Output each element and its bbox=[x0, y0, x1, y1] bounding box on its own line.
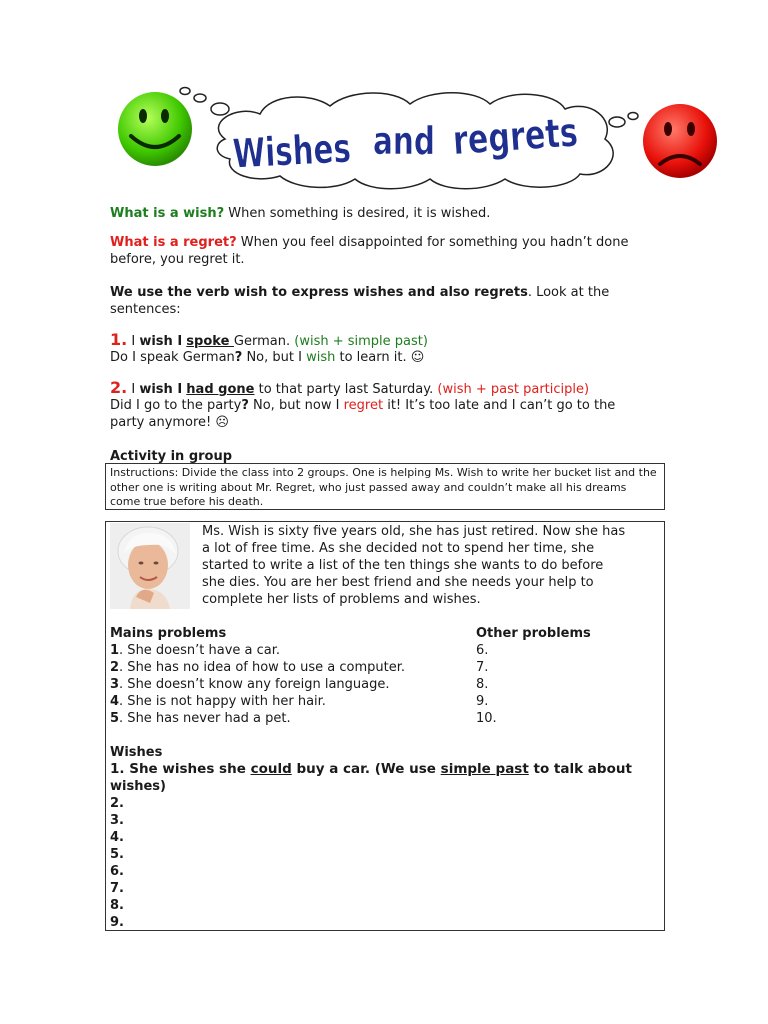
regret-definition-line2: before, you regret it. bbox=[110, 252, 245, 267]
wish-definition-label: What is a wish? bbox=[110, 206, 225, 221]
example-2-question: Did I go to the party bbox=[110, 398, 242, 413]
wish-blank[interactable]: 4. bbox=[110, 830, 124, 845]
other-problem-blank[interactable]: 8. bbox=[476, 677, 489, 692]
header-banner bbox=[105, 84, 725, 194]
item-text: . She doesn’t know any foreign language. bbox=[119, 677, 390, 692]
item-number: 3 bbox=[110, 677, 120, 692]
item-text: . She has no idea of how to use a computer. bbox=[119, 660, 406, 675]
wish-definition bbox=[110, 205, 670, 222]
wish-blank[interactable]: 7. bbox=[110, 881, 124, 896]
usage-text: . Look at the bbox=[527, 285, 610, 300]
story-line: started to write a list of the ten things she wants to do before bbox=[202, 558, 604, 573]
title-word-regrets: regrets bbox=[451, 106, 620, 165]
example-2-number: 2. bbox=[110, 378, 128, 397]
example-2-wish: wish I bbox=[139, 382, 183, 397]
story-line: a lot of free time. As she decided not to spend her time, she bbox=[202, 541, 595, 556]
example-1-note: (wish + simple past) bbox=[294, 334, 428, 349]
wishes-heading: Wishes bbox=[110, 745, 163, 760]
wish-example-simple-past: simple past bbox=[440, 761, 529, 777]
example-2-answer: No, but now I bbox=[248, 398, 344, 413]
example-1-line2 bbox=[110, 349, 670, 366]
happy-smiley-icon bbox=[118, 92, 192, 166]
example-1-answer: No, but I bbox=[242, 350, 307, 365]
example-1-wish-word: wish bbox=[306, 350, 336, 365]
example-2-end: it! It’s too late and I can’t go to the bbox=[383, 398, 616, 413]
item-number: 1 bbox=[110, 643, 120, 658]
usage-statement bbox=[110, 284, 670, 301]
wish-example-a: 1. She wishes she bbox=[110, 761, 251, 777]
example-2-note: (wish + past participle) bbox=[437, 382, 590, 397]
example-1-number: 1. bbox=[110, 330, 128, 349]
story-line: complete her lists of problems and wishes. bbox=[202, 592, 481, 607]
wish-blank[interactable]: 3. bbox=[110, 813, 124, 828]
example-2-verb: had gone bbox=[186, 382, 255, 397]
main-problem-item bbox=[110, 676, 390, 693]
story-line: Ms. Wish is sixty five years old, she has just retired. Now she has bbox=[202, 524, 626, 539]
wish-blank[interactable]: 2. bbox=[110, 796, 124, 811]
wish-example-line2: wishes) bbox=[110, 779, 166, 794]
item-number: 2 bbox=[110, 660, 120, 675]
other-problem-blank[interactable]: 7. bbox=[476, 660, 489, 675]
wish-blank[interactable]: 8. bbox=[110, 898, 124, 913]
regret-definition bbox=[110, 234, 670, 251]
elderly-woman-portrait bbox=[110, 523, 190, 609]
wish-definition-text: When something is desired, it is wished. bbox=[224, 206, 491, 221]
example-1-end: to learn it. ☺ bbox=[335, 350, 425, 365]
other-problem-blank[interactable]: 10. bbox=[476, 711, 497, 726]
wish-example-could: could bbox=[250, 761, 292, 777]
item-text: . She is not happy with her hair. bbox=[119, 694, 326, 709]
title-word-wishes: Wishes bbox=[231, 123, 395, 178]
title-word-and: and bbox=[373, 119, 435, 163]
item-number: 5 bbox=[110, 711, 120, 726]
example-2 bbox=[110, 379, 670, 398]
item-text: . She has never had a pet. bbox=[119, 711, 291, 726]
main-problem-item bbox=[110, 710, 291, 727]
activity-heading: Activity in group bbox=[110, 449, 233, 464]
example-2-regret-word: regret bbox=[343, 398, 384, 413]
wish-blank[interactable]: 5. bbox=[110, 847, 124, 862]
main-problem-item bbox=[110, 642, 280, 659]
example-1-wish: wish I bbox=[139, 334, 183, 349]
wish-example bbox=[110, 761, 632, 778]
example-2-qmark: ? bbox=[241, 398, 249, 413]
example-1-question: Do I speak German bbox=[110, 350, 235, 365]
example-2-rest: to that party last Saturday. bbox=[254, 382, 438, 397]
item-number: 4 bbox=[110, 694, 120, 709]
wish-blank[interactable]: 9. bbox=[110, 915, 124, 930]
wish-example-b: buy a car. (We use bbox=[291, 761, 441, 777]
regret-definition-text: When you feel disappointed for something you hadn’t done bbox=[236, 235, 629, 250]
usage-bold: We use the verb wish to express wishes and also regrets bbox=[110, 285, 528, 300]
wish-blank[interactable]: 6. bbox=[110, 864, 124, 879]
item-text: . She doesn’t have a car. bbox=[119, 643, 281, 658]
story-line: she dies. You are her best friend and she needs your help to bbox=[202, 575, 594, 590]
example-1-verb: spoke bbox=[186, 334, 234, 349]
example-2-line2 bbox=[110, 397, 670, 414]
main-problems-heading: Mains problems bbox=[110, 626, 227, 641]
example-1-pre: I bbox=[127, 334, 140, 349]
main-problem-item bbox=[110, 693, 326, 710]
wish-example-c: to talk about bbox=[528, 761, 632, 777]
instructions-box: Instructions: Divide the class into 2 groups. One is helping Ms. Wish to write her bucket list and the other one is writing about Mr. Regret, who just passed away and couldn’t make all his dreams come true before his death. bbox=[105, 463, 665, 510]
other-problem-blank[interactable]: 6. bbox=[476, 643, 489, 658]
other-problem-blank[interactable]: 9. bbox=[476, 694, 489, 709]
example-2-pre: I bbox=[127, 382, 140, 397]
usage-line2: sentences: bbox=[110, 302, 181, 317]
example-1-qmark: ? bbox=[234, 350, 243, 365]
sad-face-icon bbox=[643, 104, 717, 178]
example-1-rest: German. bbox=[233, 334, 295, 349]
main-problem-item bbox=[110, 659, 405, 676]
example-2-line3: party anymore! ☹ bbox=[110, 415, 229, 430]
regret-definition-label: What is a regret? bbox=[110, 235, 237, 250]
story-paragraph bbox=[202, 523, 662, 608]
example-1 bbox=[110, 331, 670, 350]
other-problems-heading: Other problems bbox=[476, 626, 591, 641]
